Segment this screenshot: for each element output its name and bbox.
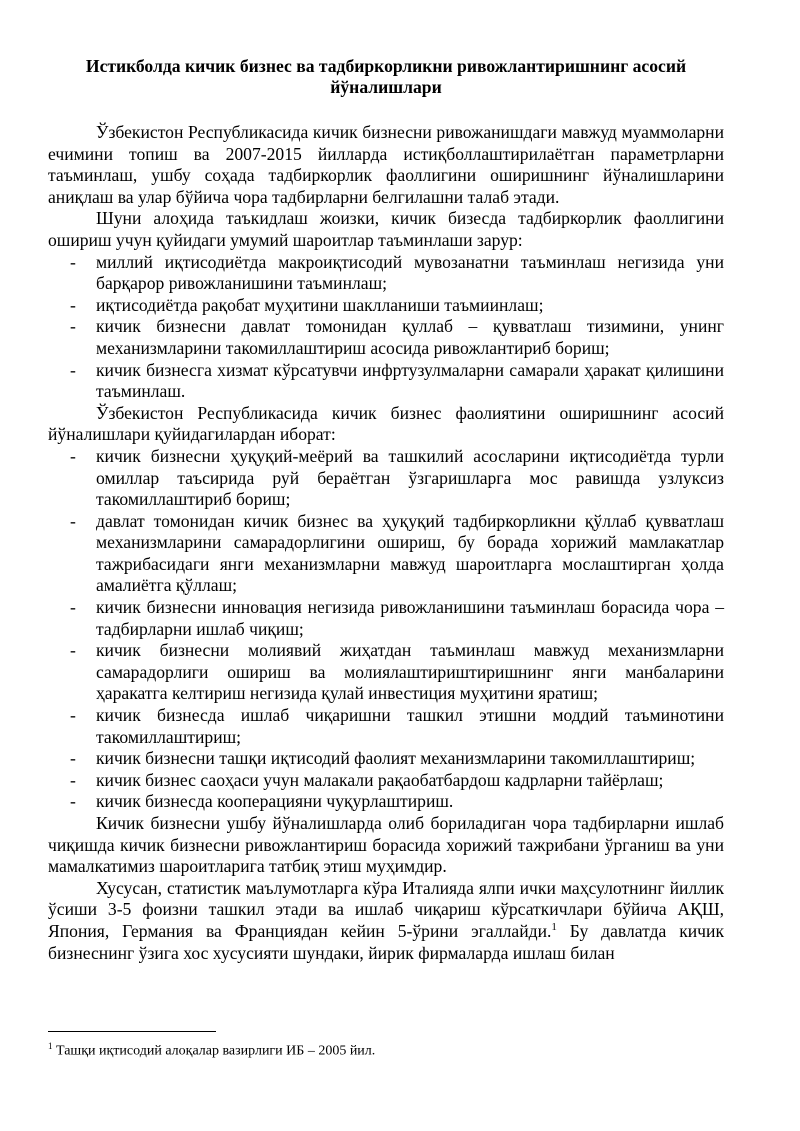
dash-marker: -	[70, 251, 76, 272]
footnote-mark: 1	[48, 1041, 53, 1051]
dash-marker: -	[70, 705, 76, 726]
list-item: - кичик бизнесни ҳуқуқий-меёрий ва ташкилий асосларини иқтисодиётда турли омиллар таъсирида руй бераётган ўзгаришларга мос равишда узлуксиз такомиллаштириб бориш;	[70, 445, 724, 510]
list-item: - кичик бизнесга хизмат кўрсатувчи инфртузулмаларни самарали ҳаракат қилишини таъминлаш.	[70, 359, 724, 402]
paragraph-3: Ўзбекистон Республикасида кичик бизнес фаолиятини оширишнинг асосий йўналишлари қуйидагилардан иборат:	[48, 402, 724, 445]
dash-marker: -	[70, 445, 76, 466]
footnote-reference[interactable]: 1	[551, 921, 557, 934]
footnote-separator	[48, 1031, 216, 1032]
list-item: - кичик бизнесни ташқи иқтисодий фаолият механизмларини такомиллаштириш;	[70, 748, 696, 769]
list-item: - кичик бизнес саоҳаси учун малакали рақаобатбардош кадрларни тайёрлаш;	[70, 769, 664, 790]
paragraph-4: Кичик бизнесни ушбу йўналишларда олиб бориладиган чора тадбирларни ишлаб чиқишда кичик бизнесни ривожлантириш борасида хорижий тажрибани ўрганиш ва уни мамалкатимиз шароитларига татбиқ этиш муҳимдир.	[48, 813, 724, 877]
paragraph-1: Ўзбекистон Республикасида кичик бизнесни ривожанишдаги мавжуд муаммоларни ечимини топиш ва 2007-2015 йилларда истиқболлаштирилаётган параметрларни таъминлаш, ушбу соҳада тадбиркорлик фаоллигини оширишнинг йўналишларини аниқлаш ва улар бўйича чора тадбирларни белгилашни талаб этади.	[48, 122, 724, 207]
dash-marker: -	[70, 597, 76, 618]
document-title	[48, 56, 724, 98]
dash-marker: -	[70, 510, 76, 531]
title-line-2: йўналишлари	[330, 77, 442, 97]
title-line-1: Истикболда кичик бизнес ва тадбиркорликни ривожлантиришнинг асосий	[85, 56, 687, 76]
list-item: - кичик бизнесни молиявий жиҳатдан таъминлаш мавжуд механизмларни самарадорлиги ошириш ва молиялаштириштиришнинг янги манбаларини ҳаракатга келтириш негизида қулай инвестиция муҳитини яратиш;	[70, 640, 724, 704]
conditions-list	[48, 252, 724, 403]
dash-marker: -	[70, 769, 76, 790]
dash-marker: -	[70, 640, 76, 661]
paragraph-2: Шуни алоҳида таъкидлаш жоизки, кичик бизесда тадбиркорлик фаоллигини ошириш учун қуйидаги умумий шароитлар таъминлаши зарур:	[48, 208, 724, 250]
list-item: - кичик бизнесни давлат томонидан қуллаб – қувватлаш тизимини, унинг механизмларини такомиллаштириш асосида ривожлантириб бориш;	[70, 316, 724, 358]
list-item: - иқтисодиётда рақобат муҳитини шаклланиши таъмиинлаш;	[70, 294, 544, 315]
dash-marker: -	[70, 316, 76, 337]
list-item: - кичик бизнесни инновация негизида ривожланишини таъминлаш борасида чора – тадбирларни ишлаб чиқиш;	[70, 597, 724, 639]
document-page	[48, 56, 724, 964]
dash-marker: -	[70, 748, 76, 769]
footnote-text: Ташқи иқтисодий алоқалар вазирлиги ИБ – 2005 йил.	[52, 1043, 376, 1059]
list-item: - кичик бизнесда кооперацияни чуқурлаштириш.	[70, 791, 454, 812]
list-item: - кичик бизнесда ишлаб чиқаришни ташкил этишни моддий таъминотини такомиллаштириш;	[70, 705, 724, 747]
list-item: - миллий иқтисодиётда макроиқтисодий мувозанатни таъминлаш негизида уни барқарор ривожланишини таъминлаш;	[70, 251, 724, 294]
dash-marker: -	[70, 359, 76, 380]
footnote	[48, 1038, 724, 1060]
paragraph-5: Хусусан, статистик маълумотларга кўра Италияда ялпи ички маҳсулотнинг йиллик ўсиши 3-5 фоизни ташкил этади ва ишлаб чиқариш кўрсаткичлари бўйича АҚШ, Япония, Германия ва Франциядан кейин 5-ўрини эгаллайди.$^1$ Бу давлатда кичик бизнеснинг ўзига хос хусусияти шундаки, йирик фирмаларда ишлаш билан	[48, 877, 724, 963]
dash-marker: -	[70, 294, 76, 315]
dash-marker: -	[70, 791, 76, 812]
list-item: - давлат томонидан кичик бизнес ва ҳуқуқий тадбиркорликни қўллаб қувватлаш механизмларини самарадорлигини ошириш, бу борада хорижий мамлакатлар тажрибасидаги янги механизмларни мавжуд шароитларга мослаштирган ҳолда амалиётга қўллаш;	[70, 510, 724, 596]
directions-list	[48, 446, 724, 813]
